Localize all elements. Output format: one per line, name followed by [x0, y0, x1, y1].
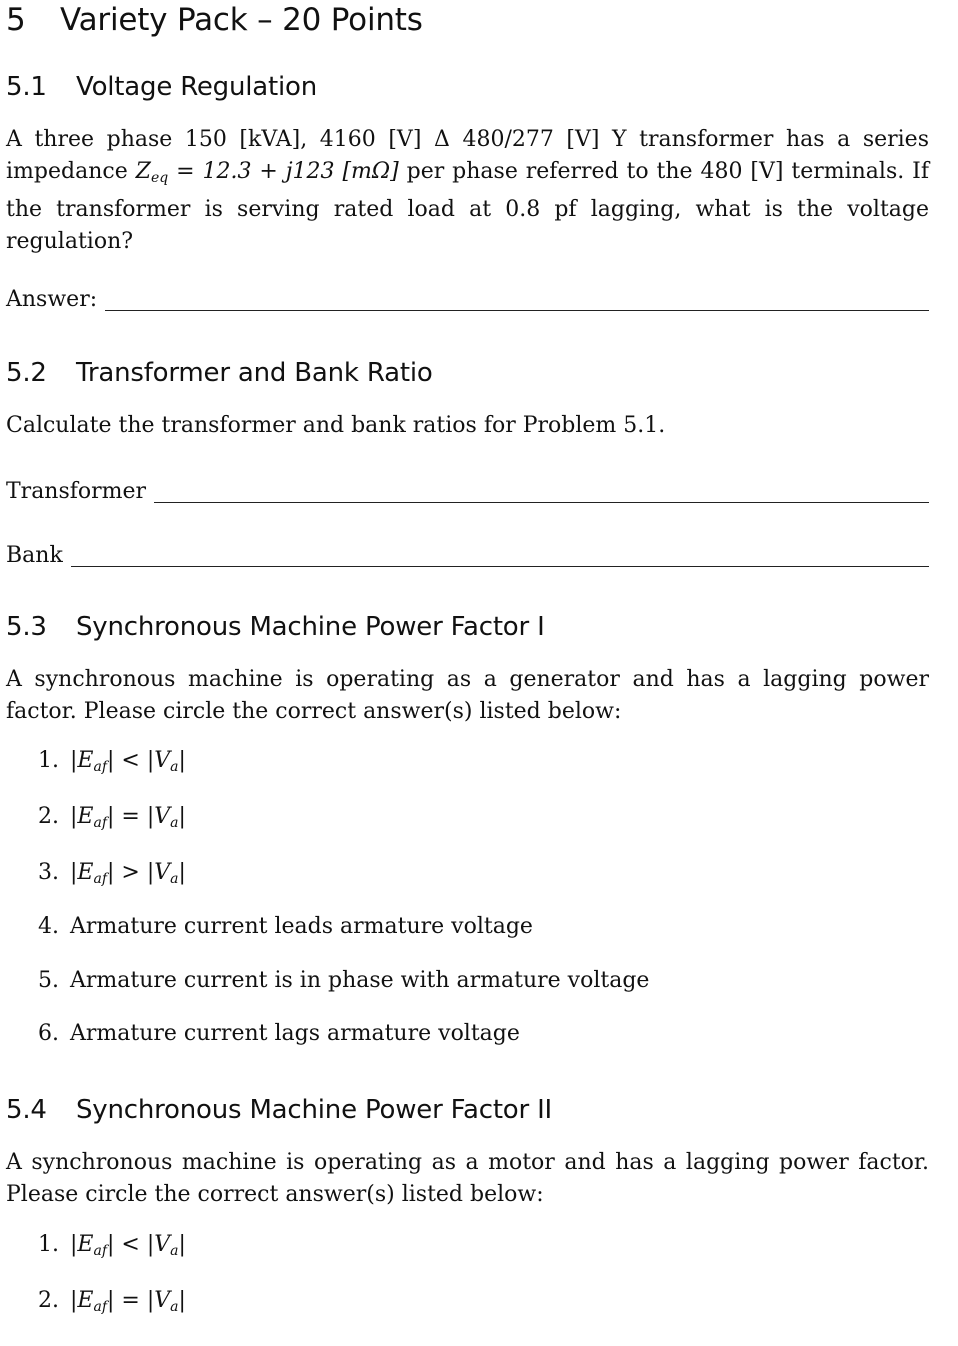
subsection-title: Voltage Regulation [76, 72, 318, 102]
problem-5-2-text: Calculate the transformer and bank ratios for Problem 5.1. [6, 413, 666, 438]
bank-answer-blank[interactable] [71, 565, 929, 567]
transformer-answer-blank[interactable] [154, 501, 929, 503]
option-5-4-2[interactable]: 2. $|E_{af}| = |V_a|$ [38, 1288, 186, 1315]
subsection-5-1-heading [6, 72, 317, 102]
section-title: Variety Pack – 20 Points [60, 2, 423, 38]
subsection-title: Synchronous Machine Power Factor II [76, 1095, 553, 1125]
answer-label: Answer: [6, 287, 98, 312]
zeq-value: = 12.3 + j123 [mΩ] [168, 159, 399, 184]
subsection-5-3-heading [6, 612, 545, 642]
section-5-heading [6, 2, 423, 38]
zeq-subscript: eq [150, 170, 169, 186]
option-5-4-1[interactable]: 1. $|E_{af}| < |V_a|$ [38, 1232, 186, 1259]
option-5-3-3[interactable]: 3. $|E_{af}| > |V_a|$ [38, 860, 186, 887]
zeq-symbol: Z [135, 159, 151, 184]
option-5-3-2[interactable]: 2. $|E_{af}| = |V_a|$ [38, 804, 186, 831]
option-5-3-6[interactable]: 6. Armature current lags armature voltage [38, 1021, 520, 1046]
bank-label: Bank [6, 543, 63, 568]
problem-5-3-text: A synchronous machine is operating as a generator and has a lagging power factor. Please circle the correct answer(s) listed below: [6, 667, 929, 724]
option-5-3-5[interactable]: 5. Armature current is in phase with armature voltage [38, 968, 650, 993]
answer-5-1-row [6, 280, 929, 312]
eaf-symbol: |E [70, 748, 94, 773]
problem-text-part-b: per phase referred to the 480 [V] terminals. If the transformer is serving rated load at 0.8 pf lagging, what is the voltage regulation? [6, 159, 929, 254]
subsection-number: 5.1 [6, 72, 47, 102]
subsection-number: 5.2 [6, 358, 47, 388]
option-5-3-1[interactable]: 1. $|E_{af}| < |V_a|$ [38, 748, 186, 775]
bank-answer-row [6, 536, 929, 568]
subsection-number: 5.4 [6, 1095, 47, 1125]
transformer-answer-row [6, 472, 929, 504]
answer-5-1-blank[interactable] [105, 309, 929, 311]
problem-5-4-text: A synchronous machine is operating as a motor and has a lagging power factor. Please circle the correct answer(s) listed below: [6, 1150, 929, 1207]
problem-5-1-text [6, 124, 929, 258]
subsection-title: Synchronous Machine Power Factor I [76, 612, 545, 642]
option-5-3-4[interactable]: 4. Armature current leads armature voltage [38, 914, 533, 939]
subsection-number: 5.3 [6, 612, 47, 642]
section-number: 5 [6, 2, 26, 38]
problem-text-part-a: A three phase 150 [kVA], 4160 [V] Δ 480/277 [V] Y transformer has a series impedance [6, 127, 929, 184]
subsection-5-4-heading [6, 1095, 552, 1125]
subsection-5-2-heading [6, 358, 433, 388]
subsection-title: Transformer and Bank Ratio [76, 358, 433, 388]
transformer-label: Transformer [6, 479, 147, 504]
